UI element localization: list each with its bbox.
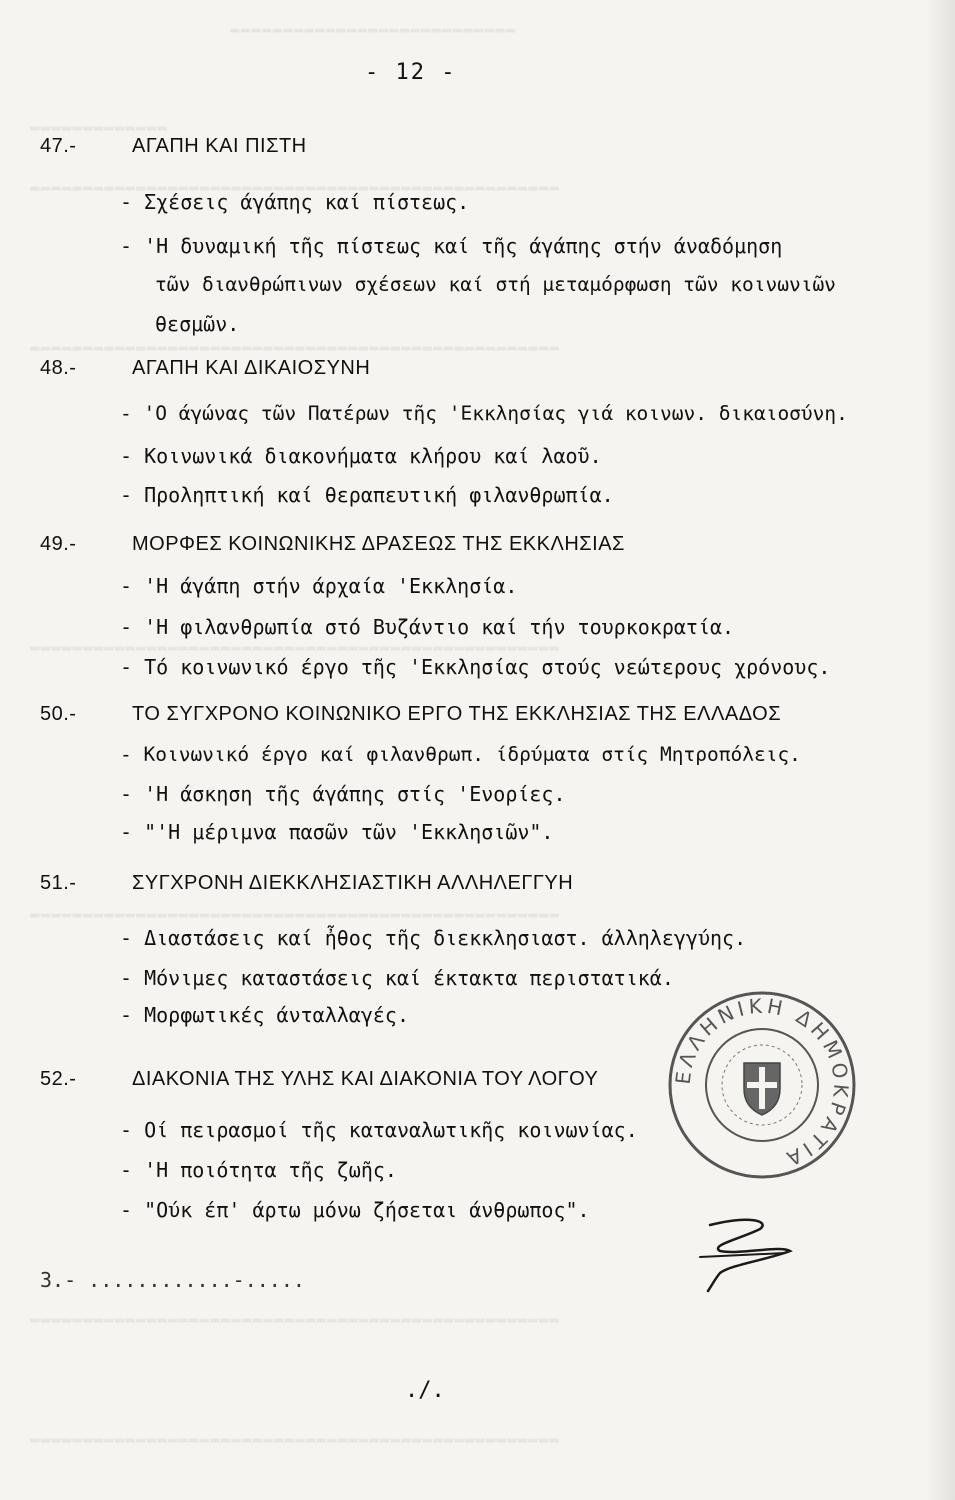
- list-item: - Τό κοινωνικό έργο τῆς 'Εκκλησίας στούς νεώτερους χρόνους.: [120, 655, 831, 679]
- list-item: - 'Η ποιότητα τῆς ζωῆς.: [120, 1158, 397, 1182]
- list-item: - 'Η δυναμική τῆς πίστεως καί τῆς άγάπης στήν άναδόμηση: [120, 234, 783, 258]
- section-heading-50: [40, 703, 781, 726]
- list-item: - Οί πειρασμοί τῆς καταναλωτικῆς κοινωνίας.: [120, 1118, 638, 1142]
- list-item: - "Ούκ έπ' άρτω μόνω ζήσεται άνθρωπος".: [120, 1198, 590, 1222]
- list-item: τῶν διανθρώπινων σχέσεων καί στή μεταμόρφωση τῶν κοινωνιῶν: [155, 273, 836, 296]
- list-item: - Προληπτική καί θεραπευτική φιλανθρωπία.: [120, 483, 614, 507]
- list-item: - Κοινωνικά διακονήματα κλήρου καί λαοῦ.: [120, 444, 602, 468]
- page-number: - 12 -: [365, 60, 457, 85]
- section-number: 48.-: [40, 357, 77, 379]
- end-mark: ./.: [405, 1378, 445, 1403]
- section-number: 51.-: [40, 872, 77, 894]
- section-title: ΑΓΑΠΗ ΚΑΙ ΔΙΚΑΙΟΣΥΝΗ: [132, 357, 371, 379]
- list-item: - Σχέσεις άγάπης καί πίστεως.: [120, 190, 470, 214]
- section-heading-51: [40, 872, 573, 895]
- list-item: - Διαστάσεις καί ἦθος τῆς διεκκλησιαστ. άλληλεγγύης.: [120, 926, 747, 950]
- signature-icon: [690, 1215, 800, 1295]
- section-heading-52: [40, 1068, 598, 1091]
- bleed-through: ▬▬▬▬▬▬▬▬▬▬▬▬▬: [30, 118, 168, 136]
- bleed-through: ▬▬▬▬▬▬▬▬▬▬▬▬▬▬▬▬▬▬▬▬▬▬▬▬▬▬▬: [230, 20, 517, 38]
- list-item: - Μορφωτικές άνταλλαγές.: [120, 1003, 409, 1027]
- official-seal-icon: [665, 985, 860, 1185]
- bleed-through: ▬▬▬▬▬▬▬▬▬▬▬▬▬▬▬▬▬▬▬▬▬▬▬▬▬▬▬▬▬▬▬▬▬▬▬▬▬▬▬▬▬▬▬▬▬▬▬▬▬▬: [30, 638, 561, 656]
- section-title: ΜΟΡΦΕΣ ΚΟΙΝΩΝΙΚΗΣ ΔΡΑΣΕΩΣ ΤΗΣ ΕΚΚΛΗΣΙΑΣ: [132, 533, 625, 555]
- section-heading-47: [40, 135, 307, 158]
- section-title: ΔΙΑΚΟΝΙΑ ΤΗΣ ΥΛΗΣ ΚΑΙ ΔΙΑΚΟΝΙΑ ΤΟΥ ΛΟΓΟΥ: [132, 1068, 599, 1090]
- list-item: - 'Η άσκηση τῆς άγάπης στίς 'Ενορίες.: [120, 782, 566, 806]
- list-item: - 'Η φιλανθρωπία στό Βυζάντιο καί τήν τουρκοκρατία.: [120, 615, 735, 639]
- bleed-through: ▬▬▬▬▬▬▬▬▬▬▬▬▬▬▬▬▬▬▬▬▬▬▬▬▬▬▬▬▬▬▬▬▬▬▬▬▬▬▬▬▬▬▬▬▬▬▬▬▬▬: [30, 178, 561, 196]
- section-title: ΤΟ ΣΥΓΧΡΟΝΟ ΚΟΙΝΩΝΙΚΟ ΕΡΓΟ ΤΗΣ ΕΚΚΛΗΣΙΑΣ ΤΗΣ ΕΛΛΑΔΟΣ: [132, 703, 782, 725]
- coat-of-arms-icon: [744, 1063, 780, 1115]
- list-item: θεσμῶν.: [155, 312, 240, 336]
- section-heading-49: [40, 533, 625, 556]
- list-item: - "'Η μέριμνα πασῶν τῶν 'Εκκλησιῶν".: [120, 820, 554, 844]
- section-number: 47.-: [40, 135, 77, 157]
- section-number: 50.-: [40, 703, 77, 725]
- list-item: - Κοινωνικό έργο καί φιλανθρωπ. ίδρύματα στίς Μητροπόλεις.: [120, 743, 801, 766]
- bleed-through: ▬▬▬▬▬▬▬▬▬▬▬▬▬▬▬▬▬▬▬▬▬▬▬▬▬▬▬▬▬▬▬▬▬▬▬▬▬▬▬▬▬▬▬▬▬▬▬▬▬▬: [30, 338, 561, 356]
- section-number: 52.-: [40, 1068, 77, 1090]
- section-title: ΣΥΓΧΡΟΝΗ ΔΙΕΚΚΛΗΣΙΑΣΤΙΚΗ ΑΛΛΗΛΕΓΓΥΗ: [132, 872, 574, 894]
- list-item: - 'Η άγάπη στήν άρχαία 'Εκκλησία.: [120, 574, 518, 598]
- section-title: ΑΓΑΠΗ ΚΑΙ ΠΙΣΤΗ: [132, 135, 307, 157]
- bleed-through: ▬▬▬▬▬▬▬▬▬▬▬▬▬▬▬▬▬▬▬▬▬▬▬▬▬▬▬▬▬▬▬▬▬▬▬▬▬▬▬▬▬▬▬▬▬▬▬▬▬▬: [30, 905, 561, 923]
- list-item: - Μόνιμες καταστάσεις καί έκτακτα περιστατικά.: [120, 966, 674, 990]
- bleed-through: ▬▬▬▬▬▬▬▬▬▬▬▬▬▬▬▬▬▬▬▬▬▬▬▬▬▬▬▬▬▬▬▬▬▬▬▬▬▬▬▬▬▬▬▬▬▬▬▬▬▬: [30, 1310, 561, 1328]
- section-number: 49.-: [40, 533, 77, 555]
- list-item: - 'Ο άγώνας τῶν Πατέρων τῆς 'Εκκλησίας γιά κοινων. δικαιοσύνη.: [120, 402, 848, 425]
- section-heading-48: [40, 357, 370, 380]
- trailing-line: 3.- ............-.....: [40, 1268, 305, 1292]
- bleed-through: ▬▬▬▬▬▬▬▬▬▬▬▬▬▬▬▬▬▬▬▬▬▬▬▬▬▬▬▬▬▬▬▬▬▬▬▬▬▬▬▬▬▬▬▬▬▬▬▬▬▬: [30, 1430, 561, 1448]
- seal-text: ΕΛΛΗΝΙΚΗ ΔΗΜΟΚΡΑΤΙΑ: [670, 993, 854, 1173]
